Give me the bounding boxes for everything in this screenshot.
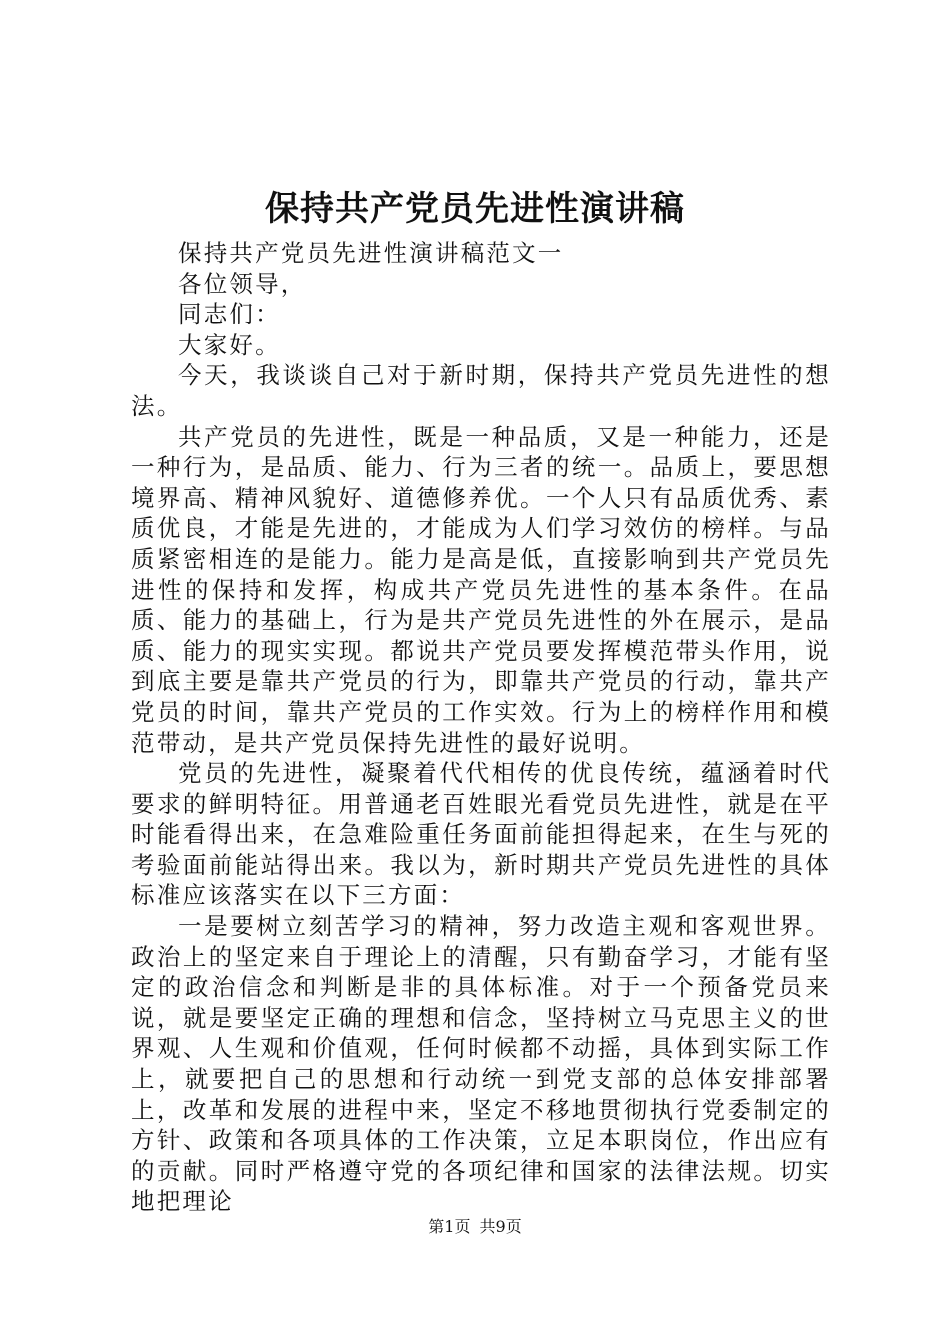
paragraph-body: 共产党员的先进性，既是一种品质，又是一种能力，还是一种行为，是品质、能力、行为三者的统一。品质上，要思想境界高、精神风貌好、道德修养优。一个人只有品质优秀、素质优良，才能是先进的，才能成为人们学习效仿的榜样。与品质紧密相连的是能力。能力是高是低，直接影响到共产党员先进性的保持和发挥，构成共产党员先进性的基本条件。在品质、能力的基础上，行为是共产党员先进性的外在展示，是品质、能力的现实实现。都说共产党员要发挥模范带头作用，说到底主要是靠共产党员的行为，即靠共产党员的行动，靠共产党员的时间，靠共产党员的工作实效。行为上的榜样作用和模范带动，是共产党员保持先进性的最好说明。 (131, 422, 831, 757)
paragraph-intro: 今天，我谈谈自己对于新时期，保持共产党员先进性的想法。 (131, 361, 831, 420)
paragraph-salutation-comrades: 同志们： (178, 300, 281, 329)
document-body (131, 238, 831, 1217)
paragraph-subtitle: 保持共产党员先进性演讲稿范文一 (178, 239, 564, 267)
document-title: 保持共产党员先进性演讲稿 (265, 189, 685, 229)
paragraph-body: 党员的先进性，凝聚着代代相传的优良传统，蕴涵着时代要求的鲜明特征。用普通老百姓眼光看党员先进性，就是在平时能看得出来，在急难险重任务面前能担得起来，在生与死的考验面前能站得出来。我以为，新时期共产党员先进性的具体标准应该落实在以下三方面： (131, 759, 831, 910)
paragraph-salutation-leaders: 各位领导， (178, 269, 307, 298)
page-footer (0, 1217, 950, 1237)
page-total: 共9页 (479, 1217, 522, 1236)
page-number: 第1页 (428, 1217, 471, 1236)
paragraph-body: 一是要树立刻苦学习的精神，努力改造主观和客观世界。政治上的坚定来自于理论上的清醒，只有勤奋学习，才能有坚定的政治信念和判断是非的具体标准。对于一个预备党员来说，就是要坚定正确的理想和信念，坚持树立马克思主义的世界观、人生观和价值观，任何时候都不动摇，具体到实际工作上，就要把自己的思想和行动统一到党支部的总体安排部署上，改革和发展的进程中来，坚定不移地贯彻执行党委制定的方针、政策和各项具体的工作决策，立足本职岗位，作出应有的贡献。同时严格遵守党的各项纪律和国家的法律法规。切实地把理论 (131, 912, 831, 1216)
paragraph-greeting: 大家好。 (178, 330, 281, 359)
